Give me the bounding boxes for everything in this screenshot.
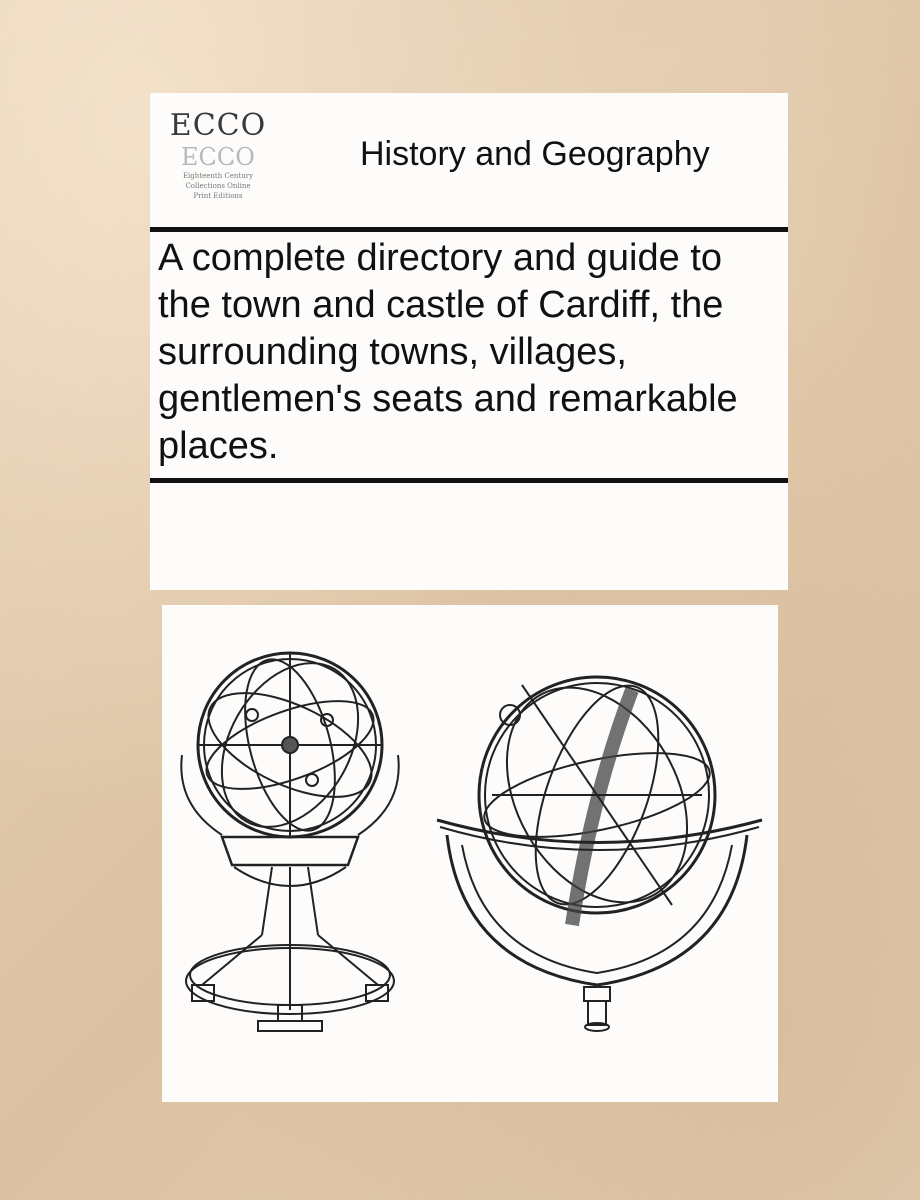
logo-reflection: ECCO: [181, 141, 255, 169]
illustration-panel: [162, 605, 778, 1102]
armillary-sphere-in-bowl-icon: [437, 655, 762, 1031]
logo-subtitle-line: Collections Online: [185, 182, 251, 190]
category-heading: History and Geography: [360, 135, 710, 173]
divider-bottom: [150, 478, 788, 483]
logo-subtitle-line: Eighteenth Century: [182, 172, 254, 180]
logo-subtitle: [168, 171, 268, 201]
divider-top: [150, 227, 788, 232]
book-title: A complete directory and guide to the town and castle of Cardiff, the surrounding towns, villages, gentlemen's seats and remarkable places.: [158, 237, 738, 467]
cover-text-panel: [150, 93, 788, 590]
armillary-sphere-on-stand-icon: [181, 639, 398, 1031]
armillary-spheres-illustration: [162, 605, 778, 1102]
ecco-logo: [168, 108, 268, 221]
logo-subtitle-line: Print Editions: [193, 192, 243, 200]
logo-wordmark: ECCO: [169, 108, 267, 143]
